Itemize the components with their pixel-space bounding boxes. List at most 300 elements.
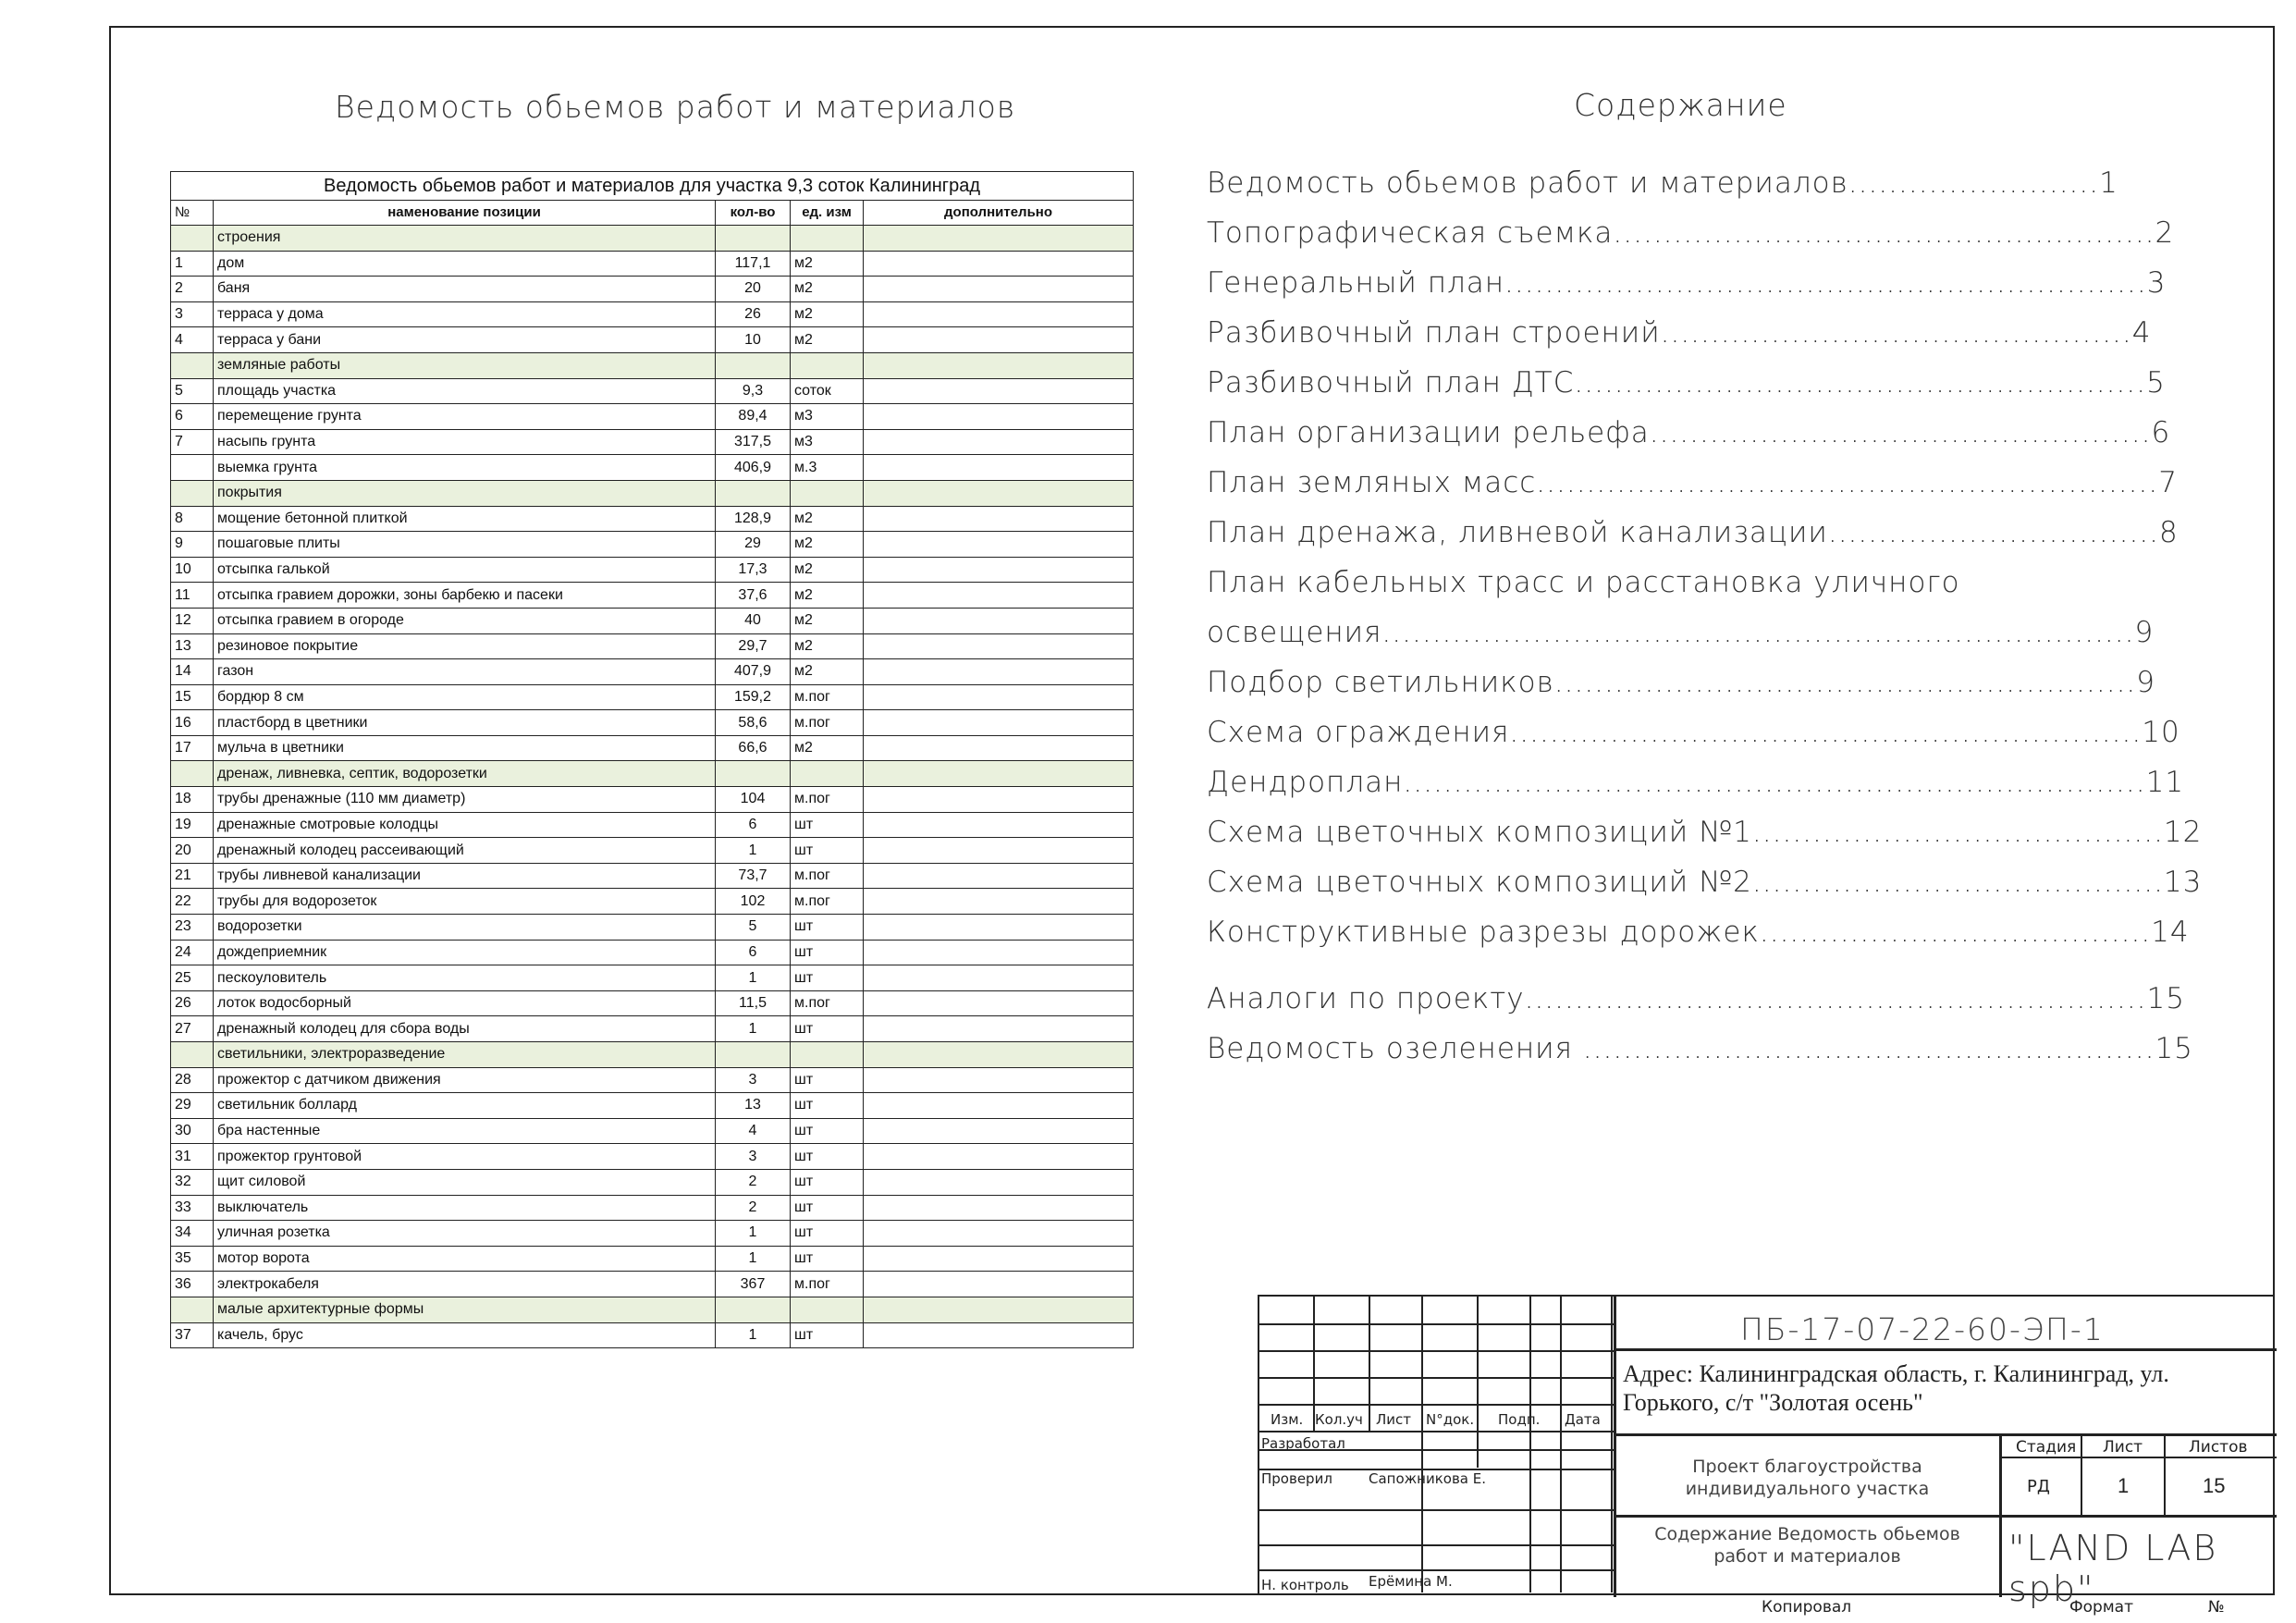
role-checked: Проверил bbox=[1261, 1470, 1332, 1487]
row-unit: шт bbox=[791, 1221, 864, 1247]
row-number: 9 bbox=[171, 532, 214, 558]
row-extra bbox=[864, 787, 1134, 813]
col-header-number: № bbox=[171, 201, 214, 226]
row-unit: шт bbox=[791, 1322, 864, 1348]
document-code: ПБ-17-07-22-60-ЭП-1 bbox=[1740, 1311, 2105, 1347]
contents-item: Конструктивные разрезы дорожек.......................................14 bbox=[1207, 916, 2190, 949]
table-row bbox=[171, 1272, 1134, 1297]
row-qty: 2 bbox=[716, 1169, 791, 1195]
row-qty: 117,1 bbox=[716, 251, 791, 277]
row-extra bbox=[864, 1144, 1134, 1170]
table-row bbox=[171, 404, 1134, 430]
contents-item: Схема цветочных композиций №2.........................................13 bbox=[1207, 866, 2203, 899]
row-unit: шт bbox=[791, 1195, 864, 1221]
row-qty: 40 bbox=[716, 608, 791, 633]
row-name: бра настенные bbox=[214, 1118, 716, 1144]
row-extra bbox=[864, 940, 1134, 965]
table-row bbox=[171, 838, 1134, 864]
table-row bbox=[171, 277, 1134, 302]
table-section-row bbox=[171, 226, 1134, 252]
table-row bbox=[171, 812, 1134, 838]
row-extra bbox=[864, 684, 1134, 710]
table-row bbox=[171, 1144, 1134, 1170]
table-row bbox=[171, 1093, 1134, 1119]
row-unit: шт bbox=[791, 1093, 864, 1119]
row-qty: 5 bbox=[716, 915, 791, 941]
row-name: дренажные смотровые колодцы bbox=[214, 812, 716, 838]
row-number: 32 bbox=[171, 1169, 214, 1195]
contents-item: Аналоги по проекту..............................................................15 bbox=[1207, 982, 2185, 1015]
sheets-label: Листов bbox=[2189, 1438, 2248, 1457]
row-unit: м.пог bbox=[791, 787, 864, 813]
row-unit: м2 bbox=[791, 251, 864, 277]
row-extra bbox=[864, 1272, 1134, 1297]
row-unit bbox=[791, 226, 864, 252]
table-row bbox=[171, 455, 1134, 481]
row-extra bbox=[864, 583, 1134, 609]
table-section-row bbox=[171, 352, 1134, 378]
row-name: пескоуловитель bbox=[214, 965, 716, 991]
section-name: земляные работы bbox=[214, 352, 716, 378]
row-qty: 3 bbox=[716, 1067, 791, 1093]
row-number: 12 bbox=[171, 608, 214, 633]
row-extra bbox=[864, 710, 1134, 736]
row-name: отсыпка гравием дорожки, зоны барбекю и пасеки bbox=[214, 583, 716, 609]
row-extra bbox=[864, 633, 1134, 659]
row-name: лоток водосборный bbox=[214, 990, 716, 1016]
table-row bbox=[171, 889, 1134, 915]
row-unit: м2 bbox=[791, 327, 864, 353]
row-unit: м2 bbox=[791, 659, 864, 685]
row-unit bbox=[791, 1297, 864, 1322]
row-qty: 102 bbox=[716, 889, 791, 915]
row-name: дренажный колодец рассеивающий bbox=[214, 838, 716, 864]
table-caption-row bbox=[171, 172, 1134, 201]
row-number: 27 bbox=[171, 1016, 214, 1042]
row-number: 22 bbox=[171, 889, 214, 915]
row-name: мощение бетонной плиткой bbox=[214, 506, 716, 532]
row-extra bbox=[864, 1297, 1134, 1322]
row-qty bbox=[716, 352, 791, 378]
row-qty: 17,3 bbox=[716, 557, 791, 583]
row-unit: шт bbox=[791, 838, 864, 864]
row-number: 35 bbox=[171, 1246, 214, 1272]
col-doc: N°док. bbox=[1426, 1411, 1475, 1428]
contents-item: Разбивочный план ДТС.........................................................5 bbox=[1207, 366, 2166, 400]
row-unit: м2 bbox=[791, 277, 864, 302]
col-header-qty: кол-во bbox=[716, 201, 791, 226]
row-qty bbox=[716, 761, 791, 787]
row-qty: 1 bbox=[716, 1246, 791, 1272]
table-row bbox=[171, 506, 1134, 532]
row-name: трубы дренажные (110 мм диаметр) bbox=[214, 787, 716, 813]
contents-item: Ведомость озеленения .........................................................15 bbox=[1207, 1032, 2193, 1065]
row-number: 16 bbox=[171, 710, 214, 736]
row-extra bbox=[864, 532, 1134, 558]
row-name: бордюр 8 см bbox=[214, 684, 716, 710]
row-unit: шт bbox=[791, 1016, 864, 1042]
contents-item: Дендроплан..........................................................................11 bbox=[1207, 766, 2185, 799]
materials-table bbox=[170, 171, 1134, 1348]
row-number bbox=[171, 1297, 214, 1322]
checked-name: Сапожникова Е. bbox=[1369, 1470, 1487, 1487]
row-name: качель, брус bbox=[214, 1322, 716, 1348]
row-unit: м2 bbox=[791, 608, 864, 633]
row-number bbox=[171, 226, 214, 252]
row-extra bbox=[864, 735, 1134, 761]
row-qty: 2 bbox=[716, 1195, 791, 1221]
row-name: газон bbox=[214, 659, 716, 685]
row-unit: шт bbox=[791, 1246, 864, 1272]
row-qty: 6 bbox=[716, 812, 791, 838]
row-name: электрокабеля bbox=[214, 1272, 716, 1297]
row-qty: 1 bbox=[716, 965, 791, 991]
row-extra bbox=[864, 557, 1134, 583]
row-unit: м.пог bbox=[791, 990, 864, 1016]
table-row bbox=[171, 429, 1134, 455]
section-name: светильники, электроразведение bbox=[214, 1042, 716, 1068]
row-extra bbox=[864, 863, 1134, 889]
row-extra bbox=[864, 889, 1134, 915]
row-number: 15 bbox=[171, 684, 214, 710]
contents-item: Топографическая съемка......................................................2 bbox=[1207, 216, 2175, 250]
row-unit: м.пог bbox=[791, 1272, 864, 1297]
row-extra bbox=[864, 1195, 1134, 1221]
table-row bbox=[171, 1169, 1134, 1195]
row-name: прожектор с датчиком движения bbox=[214, 1067, 716, 1093]
table-row bbox=[171, 1221, 1134, 1247]
project-address: Адрес: Калининградская область, г. Калининград, ул. Горького, с/т "Золотая осень" bbox=[1623, 1360, 2169, 1416]
row-qty: 1 bbox=[716, 1016, 791, 1042]
row-qty: 3 bbox=[716, 1144, 791, 1170]
contents-item: План кабельных трасс и расстановка уличного bbox=[1207, 566, 1960, 599]
row-qty bbox=[716, 1297, 791, 1322]
row-unit bbox=[791, 1042, 864, 1068]
row-extra bbox=[864, 659, 1134, 685]
row-unit: м.пог bbox=[791, 863, 864, 889]
row-name: баня bbox=[214, 277, 716, 302]
stage-label: Стадия bbox=[2016, 1438, 2077, 1457]
row-extra bbox=[864, 965, 1134, 991]
row-extra bbox=[864, 1093, 1134, 1119]
col-izm: Изм. bbox=[1271, 1411, 1304, 1428]
row-unit: м3 bbox=[791, 429, 864, 455]
row-qty: 406,9 bbox=[716, 455, 791, 481]
table-row bbox=[171, 633, 1134, 659]
row-qty: 37,6 bbox=[716, 583, 791, 609]
row-name: трубы ливневой канализации bbox=[214, 863, 716, 889]
row-number bbox=[171, 455, 214, 481]
row-number bbox=[171, 352, 214, 378]
table-row bbox=[171, 710, 1134, 736]
row-extra bbox=[864, 1322, 1134, 1348]
footer-format: Формат bbox=[2069, 1598, 2133, 1617]
row-unit: шт bbox=[791, 1118, 864, 1144]
row-qty: 66,6 bbox=[716, 735, 791, 761]
row-name: резиновое покрытие bbox=[214, 633, 716, 659]
row-number bbox=[171, 761, 214, 787]
table-row bbox=[171, 327, 1134, 353]
row-extra bbox=[864, 761, 1134, 787]
section-name: дренаж, ливневка, септик, водорозетки bbox=[214, 761, 716, 787]
row-unit: шт bbox=[791, 1169, 864, 1195]
row-qty: 29,7 bbox=[716, 633, 791, 659]
row-extra bbox=[864, 812, 1134, 838]
table-row bbox=[171, 990, 1134, 1016]
table-row bbox=[171, 1118, 1134, 1144]
row-number: 26 bbox=[171, 990, 214, 1016]
col-kol-uch: Кол.уч bbox=[1315, 1411, 1363, 1428]
table-row bbox=[171, 940, 1134, 965]
row-extra bbox=[864, 1067, 1134, 1093]
row-qty: 4 bbox=[716, 1118, 791, 1144]
row-qty: 6 bbox=[716, 940, 791, 965]
row-qty: 1 bbox=[716, 1221, 791, 1247]
section-name: строения bbox=[214, 226, 716, 252]
table-row bbox=[171, 1016, 1134, 1042]
row-number: 5 bbox=[171, 378, 214, 404]
row-number: 37 bbox=[171, 1322, 214, 1348]
row-number: 13 bbox=[171, 633, 214, 659]
row-qty bbox=[716, 226, 791, 252]
footer-number: № bbox=[2208, 1598, 2225, 1617]
table-row bbox=[171, 608, 1134, 633]
table-header-row bbox=[171, 201, 1134, 226]
table-section-row bbox=[171, 1042, 1134, 1068]
row-name: пластборд в цветники bbox=[214, 710, 716, 736]
row-number: 1 bbox=[171, 251, 214, 277]
row-number: 6 bbox=[171, 404, 214, 430]
row-name: щит силовой bbox=[214, 1169, 716, 1195]
contents-item: План организации рельефа..................................................6 bbox=[1207, 416, 2171, 449]
table-row bbox=[171, 965, 1134, 991]
project-name: Проект благоустройства индивидуального участка bbox=[1685, 1457, 1930, 1499]
row-unit: шт bbox=[791, 965, 864, 991]
table-row bbox=[171, 1067, 1134, 1093]
row-qty: 317,5 bbox=[716, 429, 791, 455]
sheets-value: 15 bbox=[2203, 1474, 2226, 1497]
row-qty: 29 bbox=[716, 532, 791, 558]
row-unit: м.пог bbox=[791, 684, 864, 710]
row-name: водорозетки bbox=[214, 915, 716, 941]
row-unit: шт bbox=[791, 1067, 864, 1093]
row-name: выключатель bbox=[214, 1195, 716, 1221]
row-name: прожектор грунтовой bbox=[214, 1144, 716, 1170]
row-number: 18 bbox=[171, 787, 214, 813]
contents-item: Разбивочный план строений...............................................4 bbox=[1207, 316, 2152, 350]
row-qty: 159,2 bbox=[716, 684, 791, 710]
left-section-title: Ведомость обьемов работ и материалов bbox=[335, 89, 1016, 125]
table-row bbox=[171, 787, 1134, 813]
col-header-unit: ед. изм bbox=[791, 201, 864, 226]
row-name: мульча в цветники bbox=[214, 735, 716, 761]
contents-item: освещения...........................................................................9 bbox=[1207, 616, 2155, 649]
row-name: дом bbox=[214, 251, 716, 277]
row-qty: 11,5 bbox=[716, 990, 791, 1016]
row-extra bbox=[864, 506, 1134, 532]
row-qty: 104 bbox=[716, 787, 791, 813]
company-name: "LAND LAB spb" bbox=[2008, 1528, 2218, 1609]
row-qty: 10 bbox=[716, 327, 791, 353]
row-qty bbox=[716, 1042, 791, 1068]
row-unit: м2 bbox=[791, 735, 864, 761]
row-extra bbox=[864, 404, 1134, 430]
row-qty: 73,7 bbox=[716, 863, 791, 889]
row-unit bbox=[791, 480, 864, 506]
row-number: 24 bbox=[171, 940, 214, 965]
row-unit: шт bbox=[791, 915, 864, 941]
row-name: площадь участка bbox=[214, 378, 716, 404]
row-name: пошаговые плиты bbox=[214, 532, 716, 558]
row-unit: м.пог bbox=[791, 889, 864, 915]
row-name: выемка грунта bbox=[214, 455, 716, 481]
role-developed: Разработал bbox=[1261, 1435, 1345, 1452]
row-unit bbox=[791, 352, 864, 378]
row-unit: шт bbox=[791, 940, 864, 965]
row-number: 19 bbox=[171, 812, 214, 838]
row-unit: соток bbox=[791, 378, 864, 404]
row-number: 10 bbox=[171, 557, 214, 583]
table-row bbox=[171, 532, 1134, 558]
row-extra bbox=[864, 1221, 1134, 1247]
row-name: дождеприемник bbox=[214, 940, 716, 965]
row-unit: м3 bbox=[791, 404, 864, 430]
section-name: покрытия bbox=[214, 480, 716, 506]
col-list: Лист bbox=[1376, 1411, 1412, 1428]
contents-item: План дренажа, ливневой канализации.................................8 bbox=[1207, 516, 2179, 549]
row-qty: 58,6 bbox=[716, 710, 791, 736]
table-section-row bbox=[171, 761, 1134, 787]
row-number bbox=[171, 1042, 214, 1068]
row-number: 17 bbox=[171, 735, 214, 761]
row-unit: м2 bbox=[791, 633, 864, 659]
col-date: Дата bbox=[1565, 1411, 1601, 1428]
col-sign: Подп. bbox=[1498, 1411, 1541, 1428]
row-number: 11 bbox=[171, 583, 214, 609]
table-row bbox=[171, 735, 1134, 761]
row-extra bbox=[864, 277, 1134, 302]
row-qty: 9,3 bbox=[716, 378, 791, 404]
row-unit: шт bbox=[791, 1144, 864, 1170]
row-qty: 128,9 bbox=[716, 506, 791, 532]
row-qty: 89,4 bbox=[716, 404, 791, 430]
row-name: терраса у дома bbox=[214, 301, 716, 327]
row-extra bbox=[864, 455, 1134, 481]
row-extra bbox=[864, 1016, 1134, 1042]
row-name: мотор ворота bbox=[214, 1246, 716, 1272]
table-caption: Ведомость обьемов работ и материалов для участка 9,3 соток Калининград bbox=[171, 172, 1134, 201]
sheet-title: Содержание Ведомость обьемов работ и материалов bbox=[1654, 1524, 1960, 1567]
row-number: 20 bbox=[171, 838, 214, 864]
row-name: перемещение грунта bbox=[214, 404, 716, 430]
row-number: 36 bbox=[171, 1272, 214, 1297]
row-number: 28 bbox=[171, 1067, 214, 1093]
row-number: 25 bbox=[171, 965, 214, 991]
norm-control-name: Ерёмина М. bbox=[1369, 1573, 1453, 1590]
row-qty bbox=[716, 480, 791, 506]
row-qty: 1 bbox=[716, 838, 791, 864]
sheet-label: Лист bbox=[2103, 1438, 2143, 1457]
row-unit: м2 bbox=[791, 583, 864, 609]
row-extra bbox=[864, 226, 1134, 252]
table-row bbox=[171, 915, 1134, 941]
row-extra bbox=[864, 915, 1134, 941]
contents-item: Схема цветочных композиций №1.........................................12 bbox=[1207, 816, 2203, 849]
row-name: терраса у бани bbox=[214, 327, 716, 353]
role-norm-control: Н. контроль bbox=[1261, 1577, 1349, 1593]
row-qty: 26 bbox=[716, 301, 791, 327]
row-number: 33 bbox=[171, 1195, 214, 1221]
row-number: 2 bbox=[171, 277, 214, 302]
contents-title: Содержание bbox=[1574, 87, 1787, 123]
table-row bbox=[171, 1246, 1134, 1272]
row-number: 4 bbox=[171, 327, 214, 353]
row-name: отсыпка гравием в огороде bbox=[214, 608, 716, 633]
contents-item: Ведомость обьемов работ и материалов.........................1 bbox=[1207, 166, 2118, 200]
table-row bbox=[171, 1195, 1134, 1221]
row-number: 21 bbox=[171, 863, 214, 889]
footer-copied: Копировал bbox=[1762, 1598, 1852, 1617]
row-unit: м2 bbox=[791, 557, 864, 583]
row-number: 34 bbox=[171, 1221, 214, 1247]
stage-value: РД bbox=[2027, 1477, 2050, 1496]
table-row bbox=[171, 251, 1134, 277]
row-number: 29 bbox=[171, 1093, 214, 1119]
row-extra bbox=[864, 1169, 1134, 1195]
row-extra bbox=[864, 378, 1134, 404]
row-extra bbox=[864, 301, 1134, 327]
row-qty: 20 bbox=[716, 277, 791, 302]
row-extra bbox=[864, 608, 1134, 633]
sheet-value: 1 bbox=[2118, 1474, 2130, 1497]
row-number: 7 bbox=[171, 429, 214, 455]
row-number: 31 bbox=[171, 1144, 214, 1170]
row-extra bbox=[864, 1246, 1134, 1272]
row-extra bbox=[864, 480, 1134, 506]
row-unit bbox=[791, 761, 864, 787]
row-qty: 407,9 bbox=[716, 659, 791, 685]
row-number: 23 bbox=[171, 915, 214, 941]
row-qty: 367 bbox=[716, 1272, 791, 1297]
row-extra bbox=[864, 1042, 1134, 1068]
row-number: 14 bbox=[171, 659, 214, 685]
row-name: уличная розетка bbox=[214, 1221, 716, 1247]
row-name: отсыпка галькой bbox=[214, 557, 716, 583]
row-number bbox=[171, 480, 214, 506]
table-row bbox=[171, 863, 1134, 889]
col-header-extra: дополнительно bbox=[864, 201, 1134, 226]
row-extra bbox=[864, 1118, 1134, 1144]
table-row bbox=[171, 659, 1134, 685]
row-unit: м2 bbox=[791, 301, 864, 327]
table-row bbox=[171, 301, 1134, 327]
row-name: светильник боллард bbox=[214, 1093, 716, 1119]
row-unit: м.3 bbox=[791, 455, 864, 481]
contents-item: Схема ограждения...............................................................10 bbox=[1207, 716, 2180, 749]
table-row bbox=[171, 378, 1134, 404]
row-number: 3 bbox=[171, 301, 214, 327]
table-row bbox=[171, 557, 1134, 583]
row-extra bbox=[864, 251, 1134, 277]
row-number: 30 bbox=[171, 1118, 214, 1144]
table-row bbox=[171, 1322, 1134, 1348]
row-name: насыпь грунта bbox=[214, 429, 716, 455]
section-name: малые архитектурные формы bbox=[214, 1297, 716, 1322]
contents-item: Подбор светильников..........................................................9 bbox=[1207, 666, 2156, 699]
row-extra bbox=[864, 429, 1134, 455]
row-name: трубы для водорозеток bbox=[214, 889, 716, 915]
col-header-name: наменование позиции bbox=[214, 201, 716, 226]
